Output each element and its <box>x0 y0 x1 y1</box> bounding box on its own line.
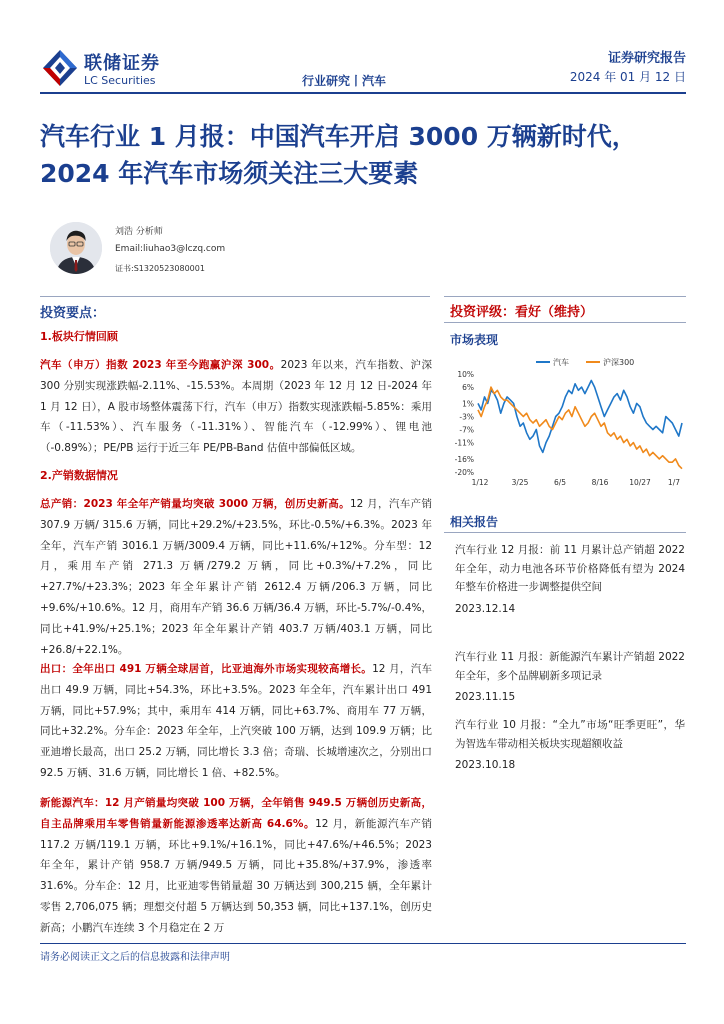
highlight-text: 新能源汽车：12 月产销量均突破 100 万辆，全年销售 949.5 万辆创历史新高，自主品牌乘用车零售销量新能源渗透率达新高 64.6%。 <box>40 797 432 830</box>
right-divider <box>444 296 686 297</box>
related-reports-heading: 相关报告 <box>450 515 499 529</box>
analyst-name: 刘浩 分析师 <box>115 227 163 237</box>
legend-label-auto: 汽车 <box>553 358 569 367</box>
market-performance-chart <box>446 350 686 494</box>
rating-divider <box>444 322 686 323</box>
left-divider <box>40 296 430 297</box>
analyst-portrait-icon <box>50 222 102 274</box>
footer-disclaimer[interactable]: 请务必阅读正文之后的信息披露和法律声明 <box>40 952 230 963</box>
report-category: 行业研究丨汽车 <box>301 74 386 88</box>
y-tick-label: -11% <box>454 438 474 448</box>
report-date: 2024 年 01 月 12 日 <box>569 70 686 84</box>
related-report-date: 2023.12.14 <box>455 602 516 615</box>
y-tick-label: -16% <box>454 454 474 464</box>
y-tick-label: -3% <box>459 412 474 422</box>
y-tick-label: 6% <box>462 383 474 393</box>
logo-emblem-icon <box>40 48 80 88</box>
analyst-avatar <box>50 222 102 274</box>
x-tick-label: 3/25 <box>511 478 529 487</box>
report-type: 证券研究报告 <box>607 51 686 66</box>
market-performance-heading: 市场表现 <box>450 333 499 347</box>
header-divider <box>40 92 686 94</box>
export-paragraph <box>40 659 432 784</box>
investment-rating: 投资评级：看好（维持） <box>450 305 594 320</box>
related-report-item[interactable] <box>455 541 685 617</box>
x-tick-label: 8/16 <box>591 478 609 487</box>
related-report-title[interactable]: 汽车行业 12 月报：前 11 月累计总产销超 2022 年全年，动力电池各环节价格降低有望为 2024 年整车价格进一步调整提供空间 <box>455 544 685 593</box>
y-tick-label: -20% <box>454 468 474 477</box>
section-sales-data-heading: 2.产销数据情况 <box>40 469 118 482</box>
related-report-date: 2023.11.15 <box>455 691 516 703</box>
y-tick-label: 10% <box>457 370 474 379</box>
body-text: 12 月，汽车产销 307.9 万辆/ 315.6 万辆，同比+29.2%/+23.5%，环比-0.5%/+6.3%。2023 年全年，汽车产销 3016.1 万辆/3009.4 万辆，同比+11.6%/+12%。分车型：12 月，乘用车产销 271.3 万辆/279.2 万辆，同比+0.3%/+7.2%，同比+27.7%/+23.3%；2023 年全年累计产销 2612.4 万辆/206.3 万辆，同比+9.6%/+10.6%。12 月，商用车产销 36.6 万辆/36.4 万辆，环比-5.7%/-0.4%，同比+41.9%/+25.1%；2023 年全年累计产销 403.7 万辆/403.1 万辆，同比+26.8/+22.1%。 <box>40 498 432 656</box>
logo-text-cn: 联储证券 <box>84 53 160 74</box>
body-text: 2023 年以来，汽车指数、沪深 300 分别实现涨跌幅-2.11%、-15.53%。本周期（2023 年 12 月 12 日-2024 年 1 月 12 日），A 股市场整体震荡下行，汽车（申万）指数实现涨跌幅-5.85%：乘用车（-11.53%）、汽车服务（-11.31%）、智能汽车（-12.99%）、锂电池（-0.89%）；PE/PB 运行于近三年 PE/PB-Band 估值中部偏低区域。 <box>40 359 433 455</box>
highlight-text: 汽车（申万）指数 2023 年至今跑赢沪深 300。 <box>40 359 281 371</box>
report-title: 汽车行业 1 月报：中国汽车开启 3000 万辆新时代，2024 年汽车市场须关注三大要素 <box>40 122 637 188</box>
related-report-item[interactable] <box>455 716 685 773</box>
related-report-title[interactable]: 汽车行业 10 月报：“全九”市场“旺季更旺”，华为智选车带动相关板块实现超额收益 <box>455 719 685 750</box>
highlight-text: 出口：全年出口 491 万辆全球居首，比亚迪海外市场实现较高增长。 <box>40 663 373 675</box>
x-tick-label: 1/7 <box>667 478 680 487</box>
analyst-email: Email:liuhao3@lczq.com <box>115 244 226 254</box>
market-review-paragraph <box>40 355 432 459</box>
related-divider <box>444 532 686 533</box>
related-report-title[interactable]: 汽车行业 11 月报：新能源汽车累计产销超 2022 年全年，多个品牌刷新多项记录 <box>455 651 685 682</box>
total-sales-paragraph <box>40 494 432 660</box>
header-meta <box>570 50 686 86</box>
body-text: 12 月，汽车出口 49.9 万辆，同比+54.3%，环比+3.5%。2023 年全年，汽车累计出口 491 万辆，同比+57.9%；其中，乘用车 414 万辆，同比+63.7%、商用车 77 万辆，同比+32.2%。分车企：2023 年全年，上汽突破 100 万辆，达到 109.9 万辆；比亚迪增长最高，出口 25.2 万辆，同比增长 3.3 倍；奇瑞、长城增速次之，分别出口 92.5 万辆、31.6 万辆，同比增长 1 倍、+82.5%。 <box>40 663 432 779</box>
investment-points-heading: 投资要点： <box>40 306 106 321</box>
related-report-date: 2023.10.18 <box>455 759 516 771</box>
x-tick-label: 10/27 <box>629 478 651 487</box>
x-tick-label: 1/12 <box>471 478 489 487</box>
logo-text-en: LC Securities <box>84 74 156 87</box>
related-report-item[interactable] <box>455 648 685 705</box>
y-tick-label: -7% <box>459 425 474 435</box>
company-logo <box>40 48 230 92</box>
highlight-text: 总产销：2023 年全年产销量均突破 3000 万辆，创历史新高。 <box>40 498 350 510</box>
analyst-certificate: 证书:S1320523080001 <box>115 264 205 273</box>
legend-label-hs300: 沪深300 <box>603 358 635 367</box>
body-text: 12 月，新能源汽车产销 117.2 万辆/119.1 万辆，环比+9.1%/+16.1%，同比+47.6%/+46.5%；2023 年全年，累计产销 958.7 万辆/949.5 万辆，同比+35.8%/+37.9%，渗透率 31.6%。分车企：12 月，比亚迪零售销量超 30 万辆达到 300,215 辆，全年累计零售 2,706,075 辆；理想交付超 5 万辆达到 50,353 辆，同比+137.1%，创历史新高；小鹏汽车连续 3 个月稳定在 2 万 <box>40 817 432 934</box>
y-tick-label: 1% <box>462 399 474 409</box>
nev-paragraph <box>40 793 432 939</box>
footer-divider <box>40 943 686 944</box>
section-market-review-heading: 1.板块行情回顾 <box>40 330 118 343</box>
x-tick-label: 6/5 <box>553 478 567 487</box>
